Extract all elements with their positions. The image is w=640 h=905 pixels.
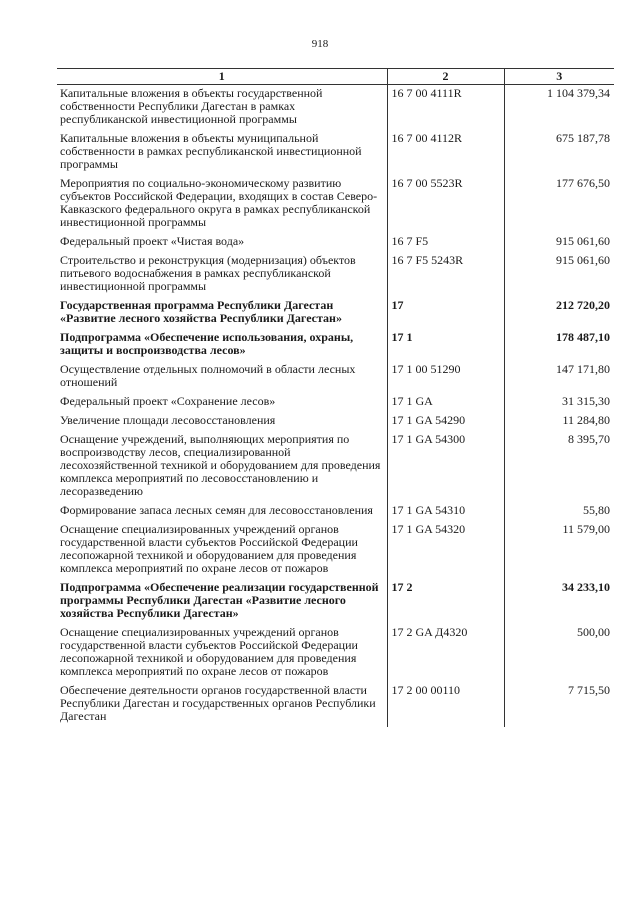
row-name: Федеральный проект «Сохранение лесов» <box>60 394 276 408</box>
row-code: 17 1 GA 54310 <box>387 502 504 521</box>
row-name: Мероприятия по социально-экономическому развитию субъектов Российской Федерации, входящих в состав Северо-Кавказского федерального округа в рамках республиканской инвестиционной программы <box>60 176 378 229</box>
table-row <box>57 85 614 131</box>
column-header-code: 2 <box>387 69 504 85</box>
row-code: 17 2 <box>387 579 504 624</box>
row-name: Оснащение специализированных учреждений органов государственной власти субъектов Российской Федерации лесопожарной техникой и оборудованием для проведения комплекса мероприятий по охране лесов от пожаров <box>60 522 358 575</box>
row-code: 17 <box>387 297 504 329</box>
table-row <box>57 624 614 682</box>
budget-table <box>57 68 614 727</box>
table-row <box>57 130 614 175</box>
row-code: 17 2 00 00110 <box>387 682 504 727</box>
row-code: 17 2 GA Д4320 <box>387 624 504 682</box>
row-code: 16 7 F5 <box>387 233 504 252</box>
row-name: Подпрограмма «Обеспечение реализации государственной программы Республики Дагестан «Развитие лесного хозяйства Республики Дагестан» <box>60 580 379 620</box>
table-row <box>57 175 614 233</box>
row-code: 16 7 00 5523R <box>387 175 504 233</box>
row-amount: 675 187,78 <box>504 130 614 175</box>
row-code: 16 7 00 4111R <box>387 85 504 131</box>
row-name: Строительство и реконструкция (модернизация) объектов питьевого водоснабжения в рамках республиканской инвестиционной программы <box>60 253 356 293</box>
row-code: 17 1 <box>387 329 504 361</box>
row-amount: 915 061,60 <box>504 252 614 297</box>
row-amount: 31 315,30 <box>504 393 614 412</box>
page-number: 918 <box>311 38 329 50</box>
table-row <box>57 579 614 624</box>
row-code: 17 1 GA <box>387 393 504 412</box>
table-row <box>57 412 614 431</box>
row-name: Увеличение площади лесовосстановления <box>60 413 276 427</box>
row-amount: 915 061,60 <box>504 233 614 252</box>
row-amount: 212 720,20 <box>504 297 614 329</box>
column-header-amount: 3 <box>504 69 614 85</box>
row-code: 17 1 GA 54290 <box>387 412 504 431</box>
table-row <box>57 502 614 521</box>
table-row <box>57 393 614 412</box>
row-amount: 7 715,50 <box>504 682 614 727</box>
row-name: Капитальные вложения в объекты государственной собственности Республики Дагестан в рамках республиканской инвестиционной программы <box>60 86 323 126</box>
row-amount: 55,80 <box>504 502 614 521</box>
row-amount: 34 233,10 <box>504 579 614 624</box>
row-name: Оснащение специализированных учреждений органов государственной власти субъектов Российской Федерации лесопожарной техникой и оборудованием для проведения комплекса мероприятий по охране лесов от пожаров <box>60 625 358 678</box>
table-row <box>57 233 614 252</box>
row-name: Капитальные вложения в объекты муниципальной собственности в рамках республиканской инвестиционной программы <box>60 131 362 171</box>
table-header-row <box>57 69 614 85</box>
row-code: 17 1 GA 54300 <box>387 431 504 502</box>
table-row <box>57 431 614 502</box>
column-header-name: 1 <box>57 69 387 85</box>
table-row <box>57 297 614 329</box>
row-amount: 178 487,10 <box>504 329 614 361</box>
row-amount: 1 104 379,34 <box>504 85 614 131</box>
table-row <box>57 521 614 579</box>
table-row <box>57 682 614 727</box>
row-name: Осуществление отдельных полномочий в области лесных отношений <box>60 362 356 389</box>
row-code: 17 1 GA 54320 <box>387 521 504 579</box>
row-amount: 11 579,00 <box>504 521 614 579</box>
row-name: Обеспечение деятельности органов государственной власти Республики Дагестан и государственных органов Республики Дагестан <box>60 683 376 723</box>
table-row <box>57 329 614 361</box>
table-row <box>57 252 614 297</box>
row-name: Федеральный проект «Чистая вода» <box>60 234 245 248</box>
row-amount: 8 395,70 <box>504 431 614 502</box>
row-amount: 147 171,80 <box>504 361 614 393</box>
table-row <box>57 361 614 393</box>
row-code: 17 1 00 51290 <box>387 361 504 393</box>
row-name: Государственная программа Республики Дагестан «Развитие лесного хозяйства Республики Дагестан» <box>60 298 342 325</box>
row-code: 16 7 00 4112R <box>387 130 504 175</box>
row-amount: 11 284,80 <box>504 412 614 431</box>
row-name: Оснащение учреждений, выполняющих мероприятия по воспроизводству лесов, специализированной лесохозяйственной техникой и оборудованием для проведения комплекса мероприятий по лесовосстановлению и лесоразведению <box>60 432 381 498</box>
row-amount: 177 676,50 <box>504 175 614 233</box>
row-amount: 500,00 <box>504 624 614 682</box>
row-code: 16 7 F5 5243R <box>387 252 504 297</box>
row-name: Формирование запаса лесных семян для лесовосстановления <box>60 503 373 517</box>
row-name: Подпрограмма «Обеспечение использования, охраны, защиты и воспроизводства лесов» <box>60 330 354 357</box>
